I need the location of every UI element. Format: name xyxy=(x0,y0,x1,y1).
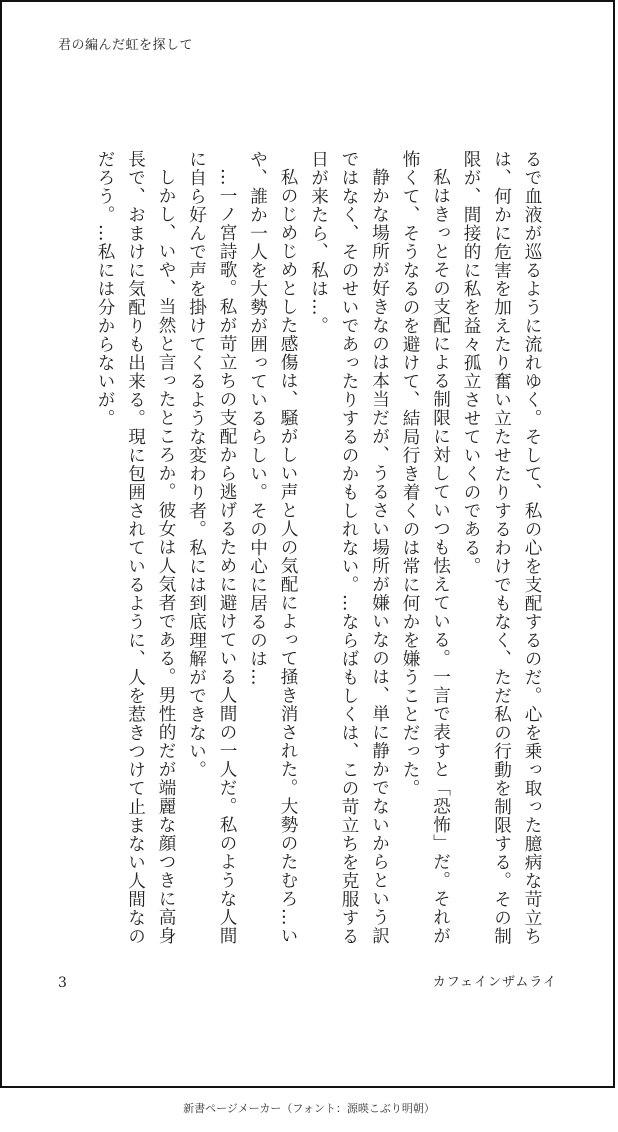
paragraph-1: るで血液が巡るように流れゆく。そして、私の心を支配するのだ。心を乗っ取った臆病な苛立ちは、何かに危害を加えたり奮い立たせたりするわけでもなく、ただ私の行動を制限する。その制限が、間接的に私を益々孤立させていくのである。 xyxy=(461,150,542,946)
paragraph-3: 静かな場所が好きなのは本当だが、うるさい場所が嫌いなのは、単に静かでないからという訳ではなく、そのせいであったりするのかもしれない。…ならばもしくは、この苛立ちを克服する日が来たら、私は…。 xyxy=(308,150,390,946)
paragraph-5: …一ノ宮詩歌。私が苛立ちの支配から逃げるために避けている人間の一人だ。私のような人間に自ら好んで声を掛けてくるような変わり者。私には到底理解ができない。 xyxy=(186,150,237,945)
paragraph-2: 私はきっとその支配による制限に対していつも怯えている。一言で表すと「恐怖」だ。それが怖くて、そうなるのを避けて、結局行き着くのは常に何かを嫌うことだった。 xyxy=(400,150,451,945)
footer-credit: 新書ページメーカー（フォント：源暎こぶり明朝） xyxy=(183,1102,435,1115)
vertical-body-text xyxy=(90,150,548,950)
author-name: カフェインザムライ xyxy=(432,975,557,990)
paragraph-6: しかし、いや、当然と言ったところか。彼女は人気者である。男性的だが端麗な顔つきに高身長で、おまけに気配りも出来る。現に包囲されているように、人を惹きつけて止まない人間なのだろう。…私には分からないが。 xyxy=(95,150,176,946)
page-number: 3 xyxy=(58,975,67,991)
paragraph-4: 私のじめじめとした感傷は、騒がしい声と人の気配によって掻き消された。大勢のたむろ…いや、誰か一人を大勢が囲っているらしい。その中心に居るのは… xyxy=(247,150,298,945)
book-title: 君の編んだ虹を探して xyxy=(58,38,194,53)
